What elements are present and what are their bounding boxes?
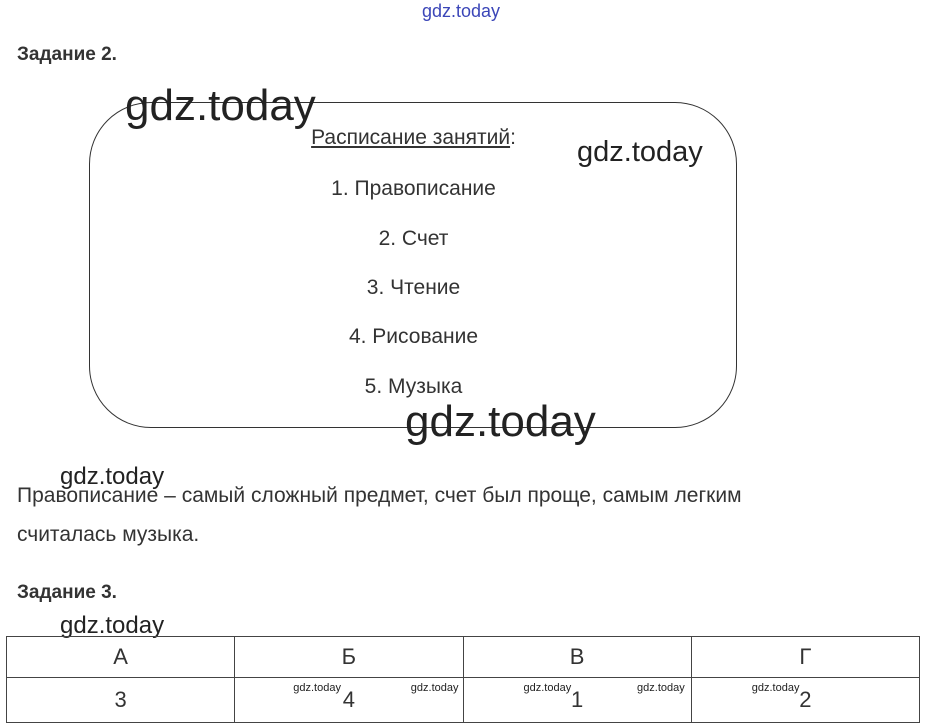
paragraph-line: Правописание – самый сложный предмет, счет был проще, самым легким xyxy=(17,484,742,507)
cell-value: 1 xyxy=(571,687,584,712)
table-row xyxy=(7,678,920,723)
schedule-item: 4. Рисование xyxy=(348,325,479,348)
table-cell xyxy=(463,678,691,723)
schedule-item: 5. Музыка xyxy=(364,375,463,398)
table-header-cell: В xyxy=(463,637,691,678)
cell-value: 2 xyxy=(799,687,812,712)
watermark-tiny: gdz.today xyxy=(410,682,459,694)
watermark-large: gdz.today xyxy=(405,397,596,446)
watermark-small: gdz.today xyxy=(60,612,165,639)
table-cell xyxy=(7,678,235,723)
watermark-medium: gdz.today xyxy=(577,136,703,168)
cell-value: 3 xyxy=(114,687,127,712)
table-header-row xyxy=(7,637,920,678)
watermark-small: gdz.today xyxy=(60,463,165,490)
paragraph-line: считалась музыка. xyxy=(17,523,200,546)
cell-value: 4 xyxy=(342,687,355,712)
table-cell xyxy=(235,678,463,723)
watermark-large: gdz.today xyxy=(125,81,316,130)
schedule-title-colon: : xyxy=(510,126,516,149)
schedule-item: 2. Счет xyxy=(378,227,449,250)
watermark-tiny: gdz.today xyxy=(523,682,572,694)
schedule-item: 1. Правописание xyxy=(331,177,496,200)
watermark-tiny: gdz.today xyxy=(751,682,800,694)
table-header-cell: Б xyxy=(235,637,463,678)
answer-table xyxy=(6,636,920,723)
watermark-tiny: gdz.today xyxy=(637,682,685,694)
schedule-title-text: Расписание занятий xyxy=(311,126,511,149)
schedule-item: 3. Чтение xyxy=(366,276,461,299)
table-header-cell: А xyxy=(7,637,235,678)
watermark-top: gdz.today xyxy=(422,1,501,21)
task-2-title: Задание 2. xyxy=(17,44,117,65)
table-cell xyxy=(691,678,919,723)
table-header-cell: Г xyxy=(691,637,919,678)
watermark-tiny: gdz.today xyxy=(293,682,341,694)
task-3-title: Задание 3. xyxy=(17,582,117,603)
